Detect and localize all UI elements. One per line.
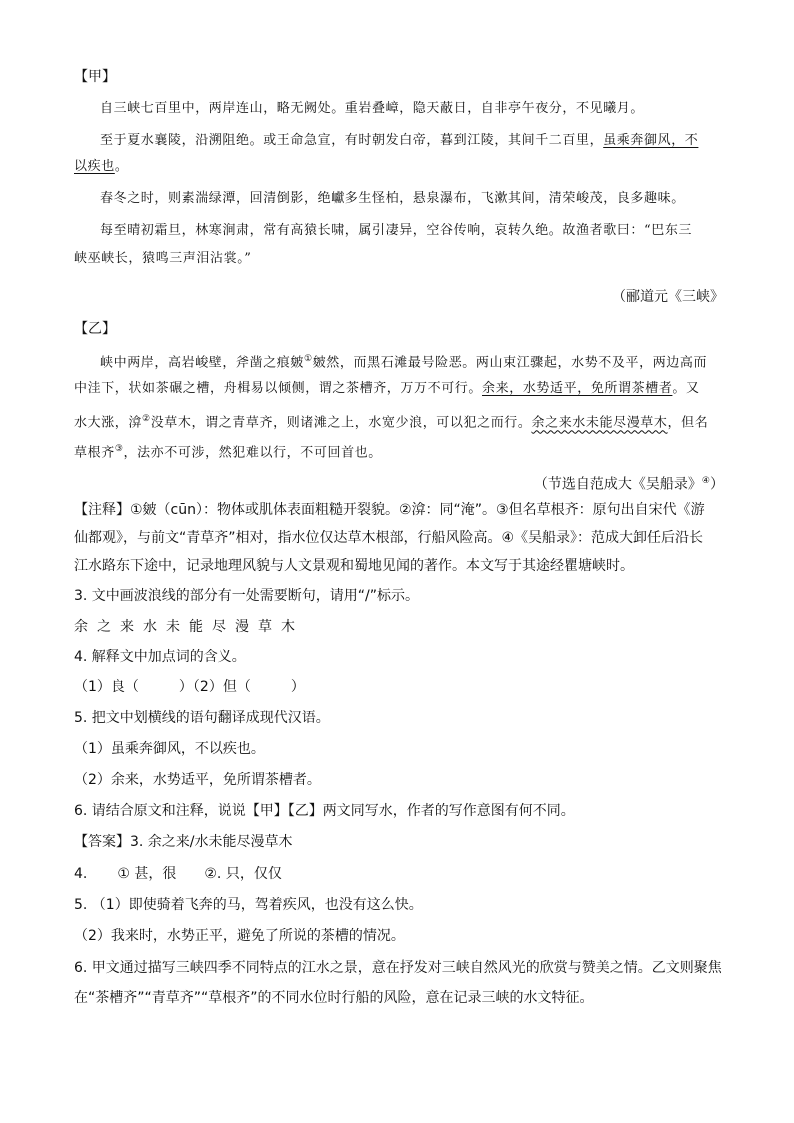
answer-4-number: 4. <box>74 866 88 882</box>
answer-6-line-2: 在“茶槽齐”“青草齐”“草根齐”的不同水位时行船的风险，意在记录三峡的水文特征。 <box>74 990 594 1006</box>
answer-4-item-1: ① 甚，很 <box>117 866 177 882</box>
yi-header: 【乙】 <box>74 321 116 337</box>
question-3: 3. 文中画波浪线的部分有一处需要断句，请用“/”标示。 <box>74 588 420 604</box>
jia-header: 【甲】 <box>74 69 116 85</box>
yi-source-end: ） <box>710 476 724 493</box>
yi-wavy-sentence: 余之来水未能尽漫草木 <box>531 415 668 431</box>
question-4-blanks <box>74 677 305 697</box>
jia-paragraph-3: 春冬之时，则素湍绿潭，回清倒影，绝巘多生怪柏，悬泉瀑布，飞漱其间，清荣峻茂，良多趣味。 <box>100 191 685 206</box>
notes-line-1: 【注释】①皴（cūn）：物体或肌体表面粗糙开裂貌。②渰：同“淹”。③但名草根齐：原句出自宋代《游 <box>74 502 705 518</box>
answer-4 <box>74 864 282 884</box>
jia-source: （郦道元《三峡》 <box>612 289 724 305</box>
answer-6-line-1: 6. 甲文通过描写三峡四季不同特点的江水之景，意在抒发对三峡自然风光的欣赏与赞美之情。乙文则聚焦 <box>74 960 722 976</box>
jia-underlined-sentence-cont: 以疾也 <box>74 159 115 174</box>
q4-close: ） <box>290 679 305 695</box>
yi-l2-end: 。又 <box>672 381 700 396</box>
question-6: 6. 请结合原文和注释，说说【甲】【乙】两文同写水，作者的写作意图有何不同。 <box>74 803 575 819</box>
notes-line-2: 仙都观》，与前文“青草齐”相对，指水位仅达草木根部，行船风险高。④《吴船录》：范成大卸任后沿长 <box>74 530 704 546</box>
yi-l4-text: 草根齐 <box>74 445 115 461</box>
question-4: 4. 解释文中加点词的含义。 <box>74 649 246 665</box>
question-5-item-1: （1）虽乘奔御风，不以疾也。 <box>74 741 265 757</box>
jia-p2-end: 。 <box>114 159 129 174</box>
yi-source-text: （节选自范成大《吴船录》 <box>533 476 702 493</box>
yi-line-3 <box>74 409 708 433</box>
note-marker-1: ① <box>304 354 313 364</box>
yi-source <box>534 471 724 495</box>
jia-paragraph-2-line-1 <box>74 131 698 151</box>
question-3-text: 余之来水未能尽漫草木 <box>74 619 304 635</box>
question-5: 5. 把文中划横线的语句翻译成现代汉语。 <box>74 710 330 726</box>
jia-paragraph-4-line-1: 每至晴初霜旦，林寒涧肃，常有高猿长啸，属引凄异，空谷传响，哀转久绝。故渔者歌曰：“巴东三 <box>100 223 693 238</box>
jia-underlined-sentence: 虽乘奔御风，不 <box>603 133 699 148</box>
jia-p2-text: 至于夏水襄陵，沿溯阻绝。或王命急宣，有时朝发白帝，暮到江陵，其间千二百里， <box>100 133 604 148</box>
jia-paragraph-4-line-2: 峡巫峡长，猿鸣三声泪沾裳。” <box>74 251 252 266</box>
question-5-item-2: （2）余来，水势适平，免所谓茶槽者。 <box>74 772 321 788</box>
yi-l3-text-b: 没草木，谓之青草齐，则诸滩之上，水宽少浪，可以犯之而行。 <box>150 415 532 431</box>
q4-item-2: ）（2）但（ <box>178 679 251 695</box>
yi-l1-text: 峡中两岸，高岩峻壁，斧凿之痕皴 <box>100 355 305 371</box>
yi-l1-text-b: 皴然，而黑石滩最号险恶。两山束江骤起，水势不及平，两边高而 <box>312 355 708 371</box>
yi-line-4 <box>74 439 382 463</box>
yi-line-2 <box>74 379 700 399</box>
jia-paragraph-1: 自三峡七百里中，两岸连山，略无阙处。重岩叠嶂，隐天蔽日，自非亭午夜分，不见曦月。 <box>100 101 645 116</box>
answer-5-item-1: 5. （1）即使骑着飞奔的马，驾着疾风，也没有这么快。 <box>74 897 423 913</box>
yi-l3-text: 水大涨，渰 <box>74 415 143 431</box>
notes-line-3: 江水路东下途中，记录地理风貌与人文景观和蜀地见闻的著作。本文写于其途经瞿塘峡时。 <box>74 558 634 574</box>
jia-paragraph-2-line-2 <box>74 157 128 177</box>
q4-item-1: （1）良（ <box>74 679 139 695</box>
note-marker-4: ④ <box>701 476 710 486</box>
yi-line-1 <box>74 349 707 373</box>
yi-underlined-sentence: 余来，水势适平，免所谓茶槽者 <box>482 381 673 396</box>
answer-4-item-2: ②. 只，仅仅 <box>204 866 282 882</box>
yi-l2-text: 中洼下，状如茶碾之槽，舟楫易以倾侧，谓之茶槽齐，万万不可行。 <box>74 381 483 396</box>
note-marker-2: ② <box>142 414 151 424</box>
yi-l3-end: ，但名 <box>667 415 709 431</box>
answer-5-item-2: （2）我来时，水势正平，避免了所说的茶槽的情况。 <box>74 928 405 944</box>
note-marker-3: ③ <box>114 444 124 454</box>
answer-3: 【答案】3. 余之来/水未能尽漫草木 <box>74 834 293 850</box>
yi-l4-text-b: ，法亦不可涉，然犯难以行，不可回首也。 <box>123 445 382 461</box>
